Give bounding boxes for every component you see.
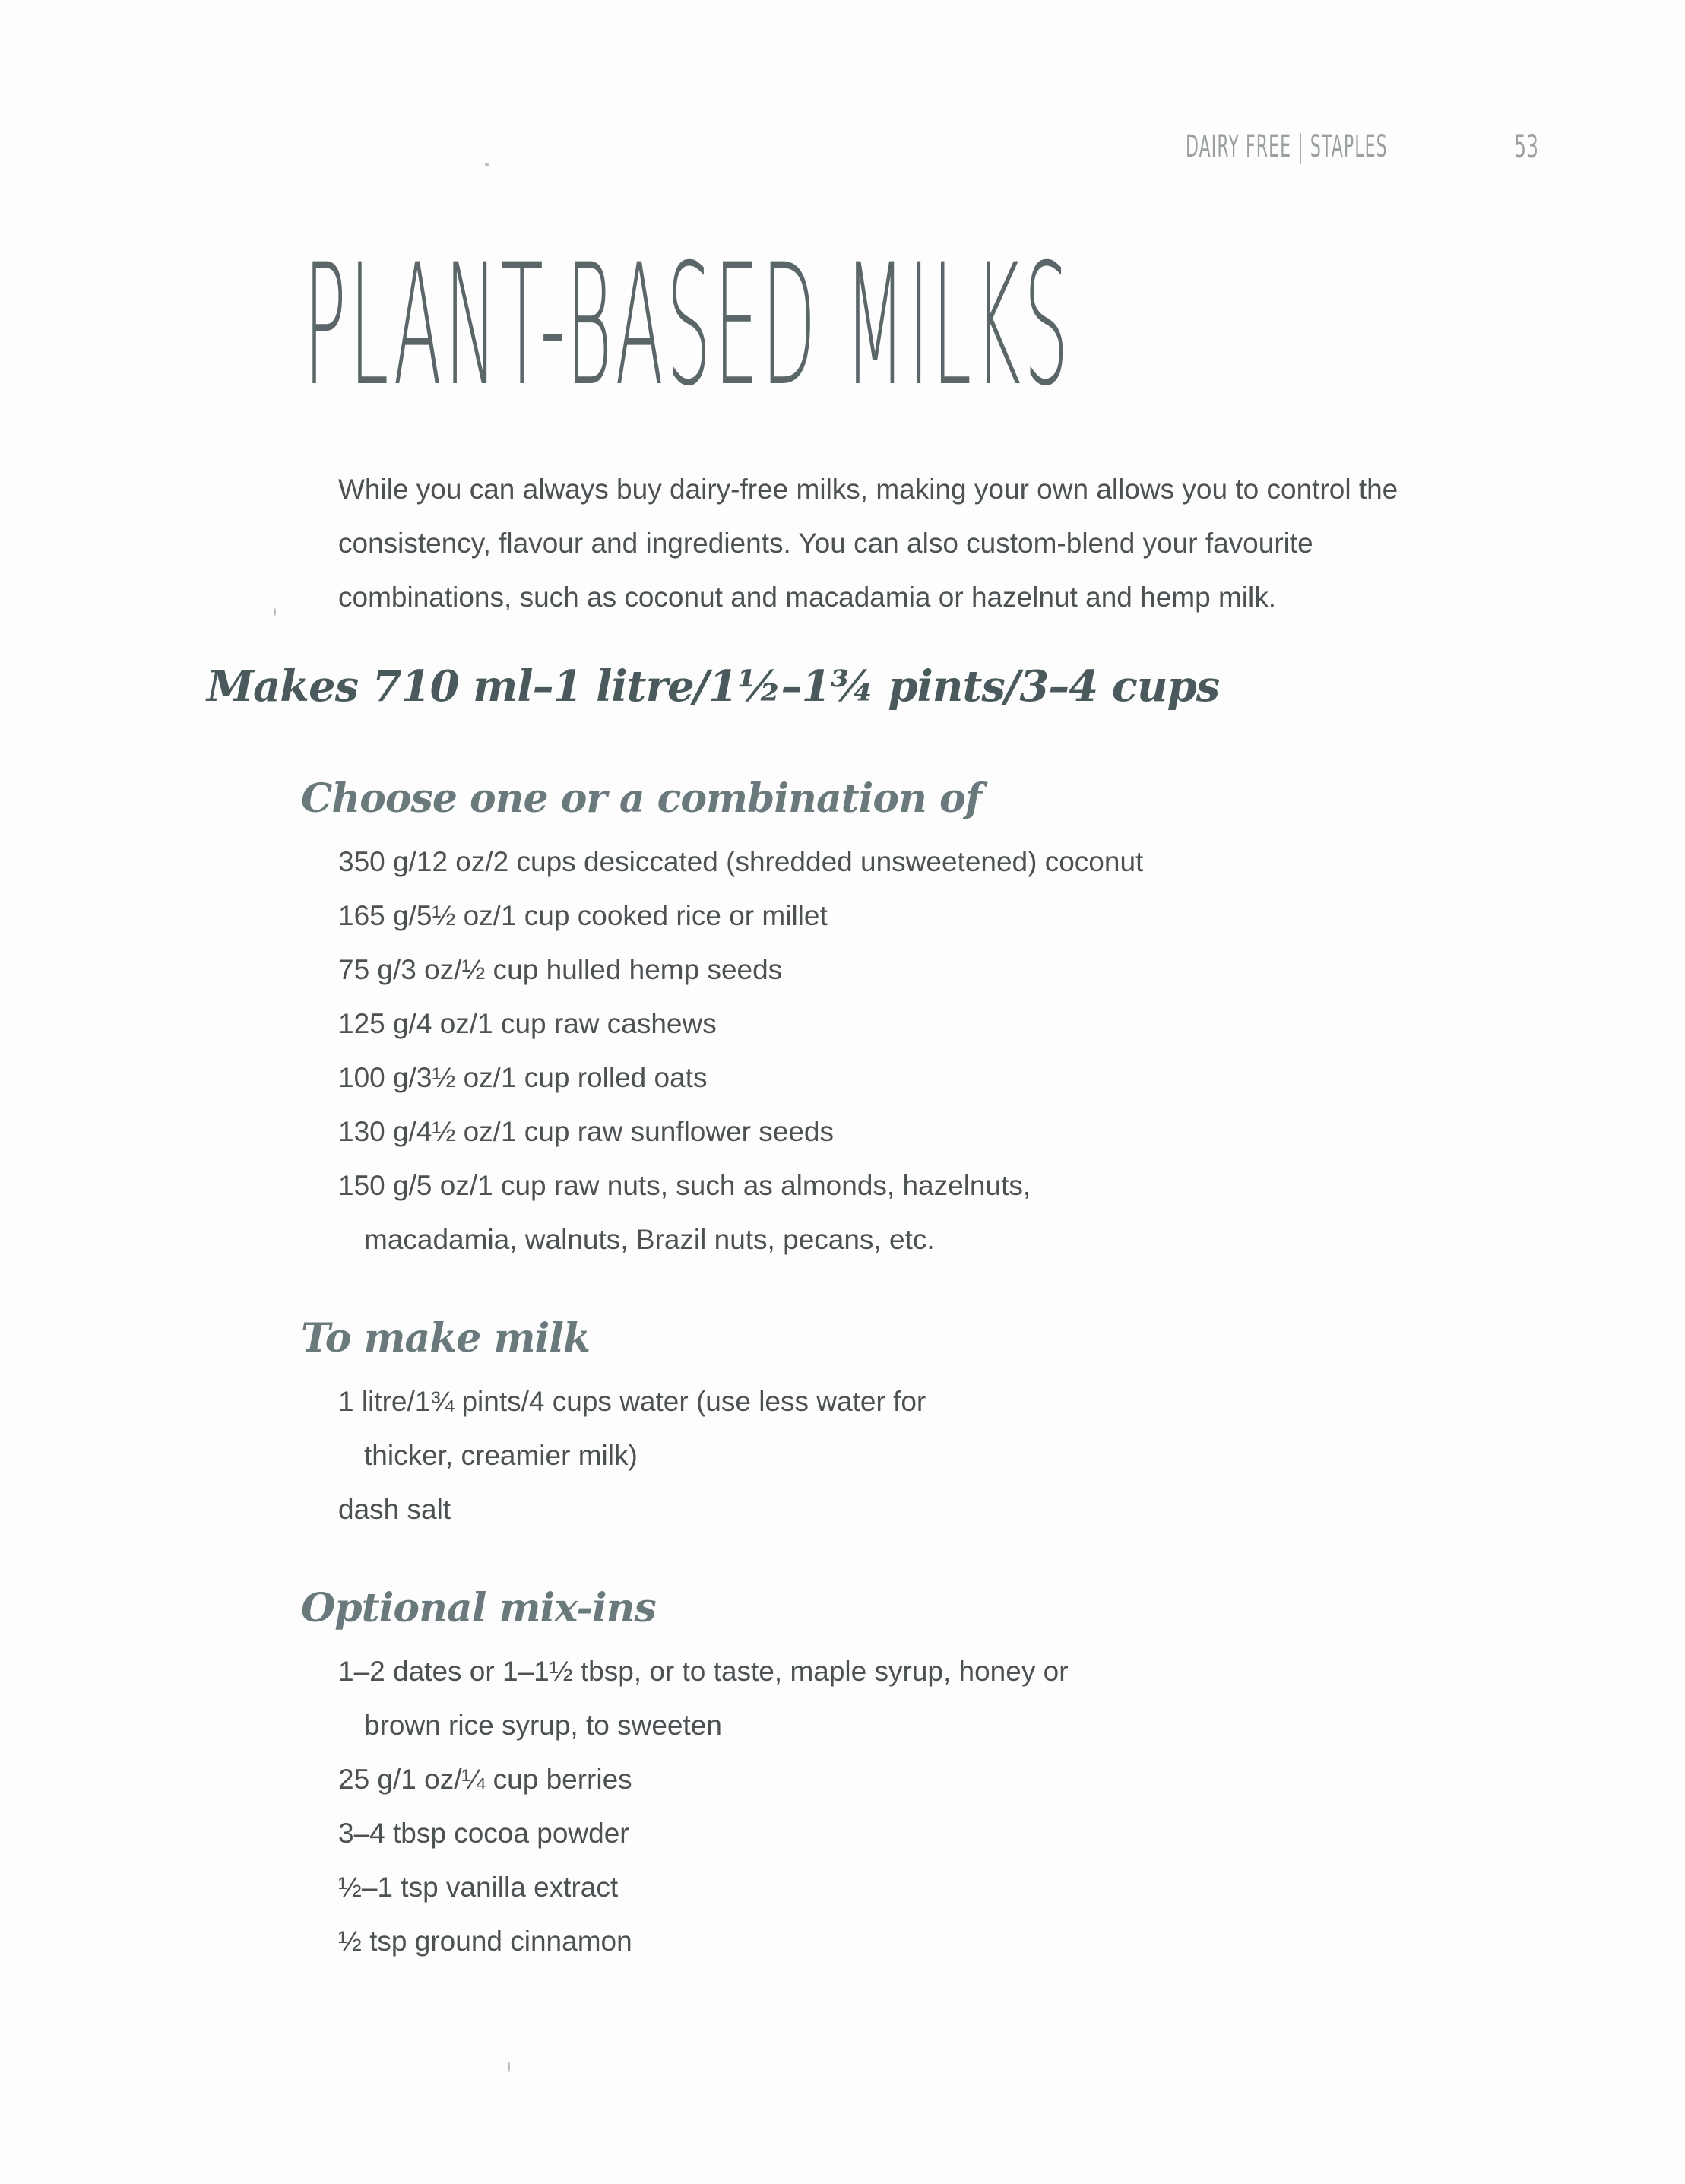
list-item xyxy=(338,1482,1554,1536)
section-heading-base: Choose one or a combination of xyxy=(301,775,982,822)
ingredient-list-base xyxy=(338,835,1554,1266)
list-item xyxy=(338,1374,1554,1482)
scan-speck xyxy=(508,2062,510,2072)
scan-speck xyxy=(485,163,489,166)
item-line: dash salt xyxy=(338,1494,451,1525)
scan-speck xyxy=(274,608,276,616)
list-item xyxy=(338,1644,1554,1752)
item-continuation: macadamia, walnuts, Brazil nuts, pecans, etc. xyxy=(364,1224,935,1255)
page-title: PLANT-BASED MILKS xyxy=(304,228,1072,423)
list-item xyxy=(338,1860,1554,1914)
item-line: 125 g/4 oz/1 cup raw cashews xyxy=(338,1008,717,1039)
list-item xyxy=(338,943,1554,997)
list-item xyxy=(338,889,1554,943)
item-line: 75 g/3 oz/½ cup hulled hemp seeds xyxy=(338,954,783,985)
item-line: 1 litre/1¾ pints/4 cups water (use less water for xyxy=(338,1386,926,1417)
running-head: DAIRY FREE | STAPLES xyxy=(1186,129,1388,164)
item-line: ½–1 tsp vanilla extract xyxy=(338,1872,619,1903)
list-item xyxy=(338,1914,1554,1968)
item-line: ½ tsp ground cinnamon xyxy=(338,1926,632,1957)
item-line: 165 g/5½ oz/1 cup cooked rice or millet xyxy=(338,900,828,931)
item-line: 100 g/3½ oz/1 cup rolled oats xyxy=(338,1062,708,1093)
list-item xyxy=(338,835,1554,889)
item-line: 25 g/1 oz/¼ cup berries xyxy=(338,1764,632,1795)
page-number: 53 xyxy=(1514,128,1539,165)
item-line: 350 g/12 oz/2 cups desiccated (shredded unsweetened) coconut xyxy=(338,846,1144,877)
yield-heading: Makes 710 ml–1 litre/1½–1¾ pints/3–4 cups xyxy=(207,661,1220,712)
list-item xyxy=(338,1159,1554,1266)
intro-paragraph: While you can always buy dairy-free milks, making your own allows you to control the consistency, flavour and ingredients. You can also custom-blend your favourite combinations, such as coconut and macadamia or hazelnut and hemp milk. xyxy=(338,474,1398,613)
list-item xyxy=(338,1105,1554,1159)
ingredient-list-mix-ins xyxy=(338,1644,1554,1968)
item-line: 3–4 tbsp cocoa powder xyxy=(338,1818,629,1849)
item-continuation: brown rice syrup, to sweeten xyxy=(364,1710,722,1741)
item-continuation: thicker, creamier milk) xyxy=(364,1440,638,1471)
ingredient-list-make-milk xyxy=(338,1374,1554,1536)
list-item xyxy=(338,1752,1554,1806)
list-item xyxy=(338,1051,1554,1105)
list-item xyxy=(338,1806,1554,1860)
item-line: 1–2 dates or 1–1½ tbsp, or to taste, maple syrup, honey or xyxy=(338,1656,1069,1687)
item-line: 150 g/5 oz/1 cup raw nuts, such as almonds, hazelnuts, xyxy=(338,1170,1031,1201)
section-heading-mix-ins: Optional mix-ins xyxy=(301,1585,656,1631)
item-line: 130 g/4½ oz/1 cup raw sunflower seeds xyxy=(338,1116,834,1147)
list-item xyxy=(338,997,1554,1051)
section-heading-make-milk: To make milk xyxy=(301,1315,591,1361)
